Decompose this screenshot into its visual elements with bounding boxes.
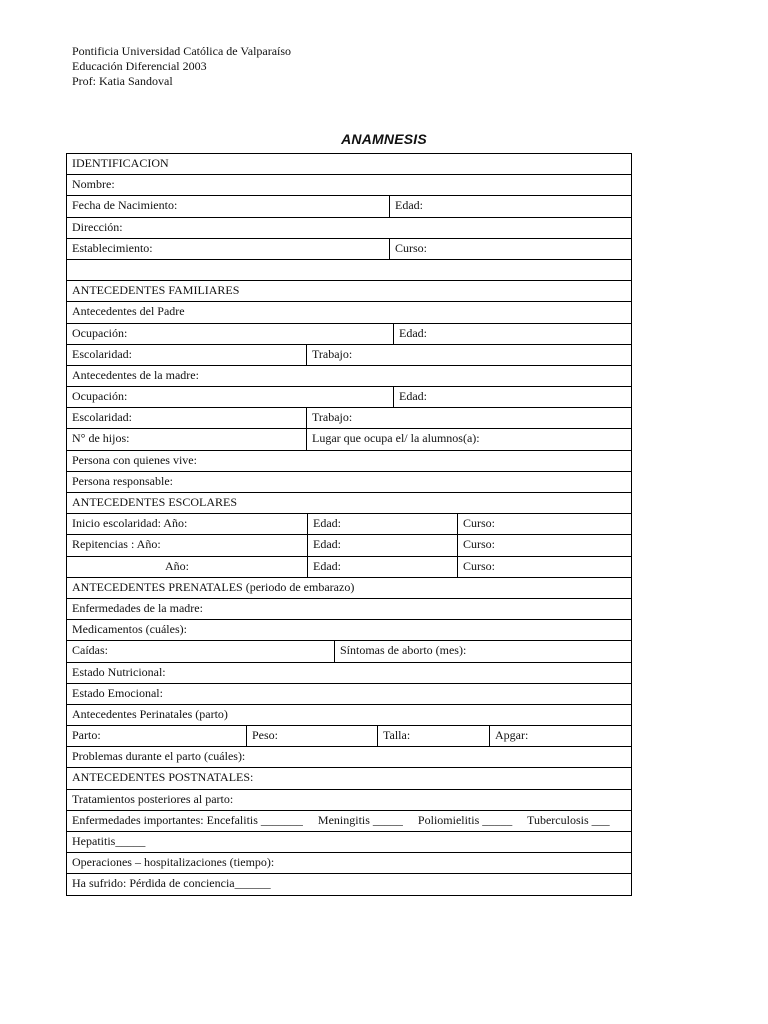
subsection-label: Antecedentes del Padre — [72, 304, 185, 319]
lugar-ocupa-field[interactable]: Lugar que ocupa el/ la alumnos(a): — [306, 429, 631, 449]
row-ocupacion-madre — [67, 387, 631, 408]
nombre-field[interactable]: Nombre: — [72, 177, 115, 192]
row-parto — [67, 726, 631, 747]
row-enfermedades-importantes — [67, 811, 631, 832]
direccion-field[interactable]: Dirección: — [72, 219, 123, 234]
row-antecedentes-padre — [67, 302, 631, 323]
inicio-escolaridad-edad-field[interactable]: Edad: — [307, 514, 457, 534]
blank-cell[interactable] — [67, 260, 631, 280]
section-heading: ANTECEDENTES POSTNATALES: — [72, 770, 254, 785]
persona-responsable-field[interactable]: Persona responsable: — [72, 473, 173, 488]
caidas-field[interactable]: Caídas: — [72, 643, 108, 658]
n-hijos-field[interactable]: N° de hijos: — [72, 431, 130, 446]
row-nombre — [67, 175, 631, 196]
tratamientos-field[interactable]: Tratamientos posteriores al parto: — [72, 791, 234, 806]
escolaridad-madre-field[interactable]: Escolaridad: — [72, 410, 132, 425]
repitencias-ano-2-field[interactable]: Año: — [165, 558, 189, 573]
row-escolaridad-padre — [67, 345, 631, 366]
row-antecedentes-perinatales — [67, 705, 631, 726]
ocupacion-madre-field[interactable]: Ocupación: — [72, 389, 128, 404]
row-ha-sufrido — [67, 874, 631, 895]
row-establecimiento — [67, 239, 631, 260]
row-caidas — [67, 641, 631, 662]
section-identificacion — [67, 154, 631, 175]
hepatitis-field[interactable]: Hepatitis_____ — [72, 834, 146, 848]
estado-emocional-field[interactable]: Estado Emocional: — [72, 685, 163, 700]
trabajo-madre-field[interactable]: Trabajo: — [306, 408, 631, 428]
persona-vive-field[interactable]: Persona con quienes vive: — [72, 452, 197, 467]
edad-padre-field[interactable]: Edad: — [393, 324, 631, 344]
row-hepatitis — [67, 832, 631, 853]
section-heading: ANTECEDENTES FAMILIARES — [72, 283, 240, 298]
row-repitencias-1 — [67, 535, 631, 556]
repitencias-curso-2-field[interactable]: Curso: — [457, 557, 631, 577]
trabajo-padre-field[interactable]: Trabajo: — [306, 345, 631, 365]
sintomas-aborto-field[interactable]: Síntomas de aborto (mes): — [334, 641, 631, 661]
row-estado-nutricional — [67, 663, 631, 684]
operaciones-field[interactable]: Operaciones – hospitalizaciones (tiempo): — [72, 855, 275, 870]
ocupacion-padre-field[interactable]: Ocupación: — [72, 325, 128, 340]
row-fecha-nacimiento — [67, 196, 631, 217]
talla-field[interactable]: Talla: — [377, 726, 489, 746]
row-tratamientos — [67, 790, 631, 811]
row-escolaridad-madre — [67, 408, 631, 429]
parto-field[interactable]: Parto: — [72, 728, 101, 743]
peso-field[interactable]: Peso: — [246, 726, 377, 746]
curso-field[interactable]: Curso: — [389, 239, 631, 259]
form-title: ANAMNESIS — [341, 131, 427, 147]
row-repitencias-2 — [67, 557, 631, 578]
edad-field[interactable]: Edad: — [389, 196, 631, 216]
ha-sufrido-field[interactable]: Ha sufrido: Pérdida de conciencia______ — [72, 876, 271, 891]
row-problemas-parto — [67, 747, 631, 768]
establecimiento-field[interactable]: Establecimiento: — [72, 240, 153, 255]
repitencias-ano-field[interactable]: Repitencias : Año: — [72, 537, 161, 552]
inicio-escolaridad-ano-field[interactable]: Inicio escolaridad: Año: — [72, 516, 188, 531]
row-blank — [67, 260, 631, 281]
inicio-escolaridad-curso-field[interactable]: Curso: — [457, 514, 631, 534]
university-name: Pontificia Universidad Católica de Valparaíso — [72, 44, 292, 58]
row-enfermedades-madre — [67, 599, 631, 620]
section-heading: ANTECEDENTES PRENATALES (periodo de embarazo) — [72, 579, 355, 594]
enfermedades-importantes-field[interactable]: Enfermedades importantes: Encefalitis _______ Meningitis _____ Poliomielitis _____ Tuberculosis ___ — [72, 812, 610, 827]
subsection-label: Antecedentes Perinatales (parto) — [72, 706, 228, 721]
repitencias-edad-2-field[interactable]: Edad: — [307, 557, 457, 577]
row-antecedentes-madre — [67, 366, 631, 387]
row-estado-emocional — [67, 684, 631, 705]
row-medicamentos — [67, 620, 631, 641]
estado-nutricional-field[interactable]: Estado Nutricional: — [72, 664, 166, 679]
problemas-parto-field[interactable]: Problemas durante el parto (cuáles): — [72, 749, 246, 764]
repitencias-curso-field[interactable]: Curso: — [457, 535, 631, 555]
section-antecedentes-prenatales — [67, 578, 631, 599]
row-ocupacion-padre — [67, 324, 631, 345]
enfermedades-madre-field[interactable]: Enfermedades de la madre: — [72, 600, 203, 615]
section-antecedentes-familiares — [67, 281, 631, 302]
professor-name: Prof: Katia Sandoval — [72, 74, 173, 88]
fecha-nacimiento-field[interactable]: Fecha de Nacimiento: — [72, 198, 178, 213]
document-header — [72, 44, 291, 89]
row-hijos — [67, 429, 631, 450]
row-persona-vive — [67, 451, 631, 472]
section-heading: ANTECEDENTES ESCOLARES — [72, 495, 237, 509]
row-persona-responsable — [67, 472, 631, 493]
escolaridad-padre-field[interactable]: Escolaridad: — [72, 346, 132, 361]
section-antecedentes-postnatales — [67, 768, 631, 789]
repitencias-edad-field[interactable]: Edad: — [307, 535, 457, 555]
medicamentos-field[interactable]: Medicamentos (cuáles): — [72, 622, 187, 637]
apgar-field[interactable]: Apgar: — [489, 726, 631, 746]
department-year: Educación Diferencial 2003 — [72, 59, 207, 73]
subsection-label: Antecedentes de la madre: — [72, 367, 199, 382]
section-heading: IDENTIFICACION — [72, 156, 169, 170]
edad-madre-field[interactable]: Edad: — [393, 387, 631, 407]
row-inicio-escolaridad — [67, 514, 631, 535]
row-operaciones — [67, 853, 631, 874]
section-antecedentes-escolares — [67, 493, 631, 514]
anamnesis-form — [66, 153, 632, 896]
row-direccion — [67, 218, 631, 239]
